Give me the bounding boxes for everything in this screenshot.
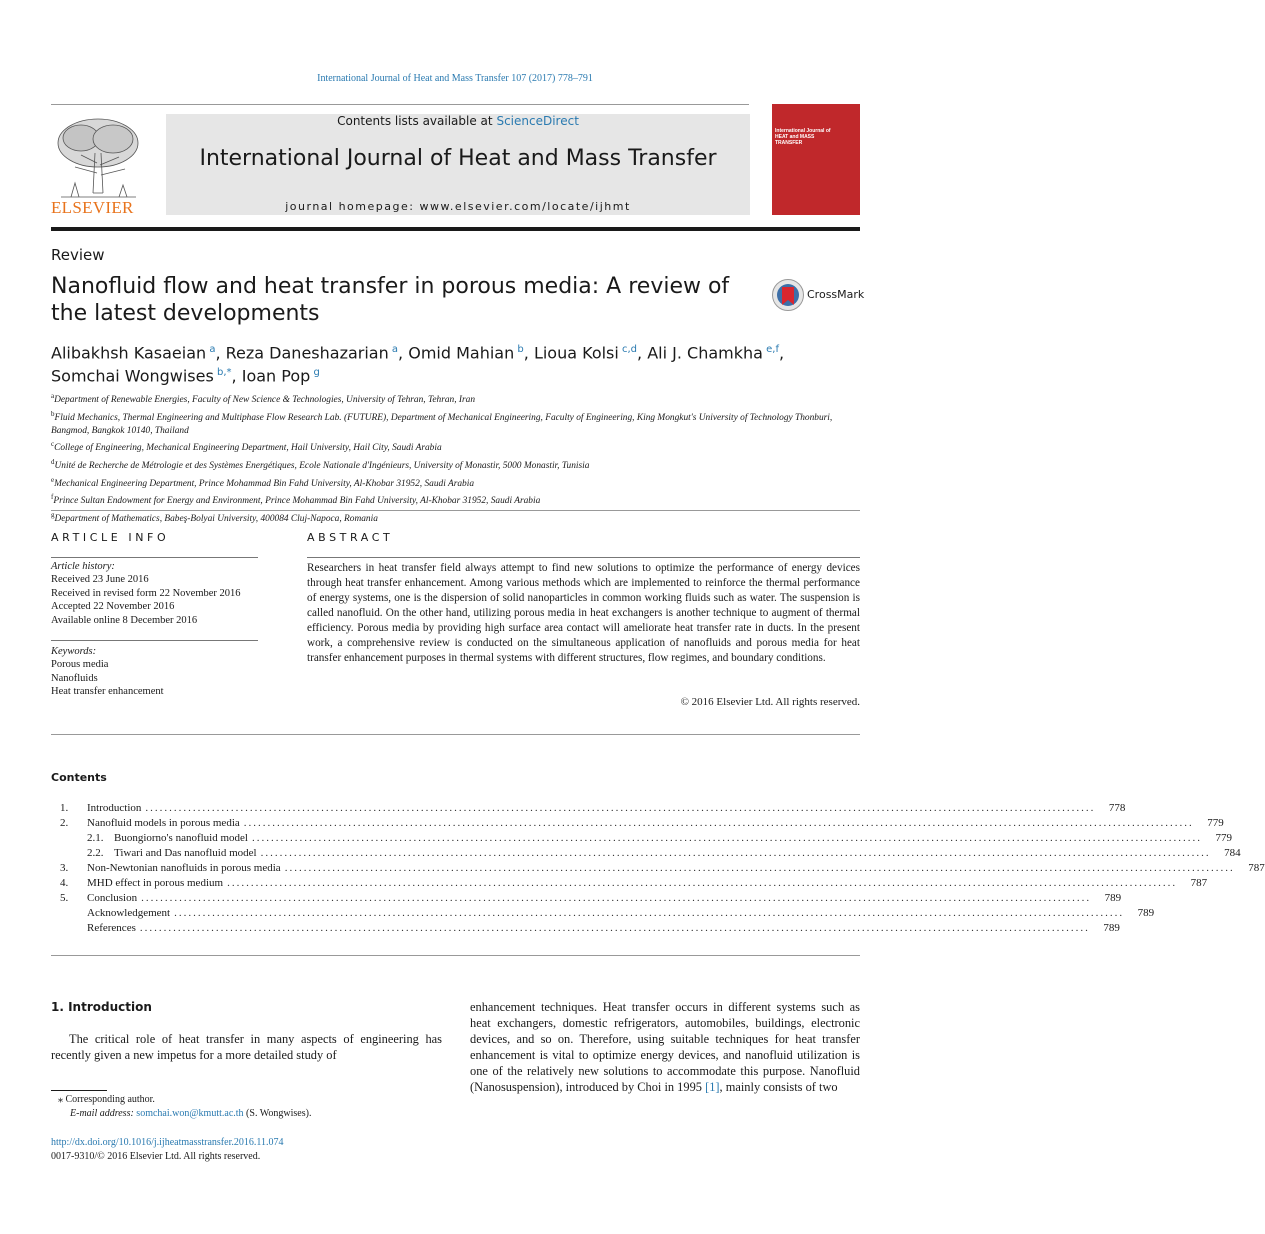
- toc-number: 1.: [60, 802, 69, 814]
- toc-label[interactable]: Non-Newtonian nanofluids in porous media: [87, 862, 281, 874]
- contents-heading: Contents: [51, 771, 107, 784]
- affiliation-key: c: [51, 440, 55, 449]
- article-title: Nanofluid flow and heat transfer in porous media: A review of the latest developments: [51, 274, 730, 326]
- toc-number: 5.: [60, 892, 69, 904]
- elsevier-wordmark: ELSEVIER: [51, 198, 134, 217]
- keyword: Heat transfer enhancement: [51, 686, 164, 697]
- author-affiliation-marker[interactable]: b: [514, 344, 524, 355]
- journal-cover-title: International Journal of HEAT and MASS TRANSFER: [775, 128, 831, 146]
- article-type: Review: [51, 246, 105, 264]
- toc-number: [60, 906, 87, 920]
- intro-paragraph-left: The critical role of heat transfer in many aspects of engineering has recently given a new impetus for a more detailed study of: [51, 1032, 442, 1062]
- divider: [307, 557, 860, 558]
- toc-entry[interactable]: [60, 816, 1224, 830]
- toc-entry[interactable]: [60, 906, 1155, 920]
- journal-citation[interactable]: International Journal of Heat and Mass Transfer 107 (2017) 778–791: [317, 73, 593, 84]
- divider: [51, 557, 258, 558]
- crossmark-label[interactable]: CrossMark: [807, 288, 865, 301]
- toc-number: 2.1.: [87, 832, 104, 844]
- contents-prefix: Contents lists available at: [337, 114, 493, 128]
- history-entry: Received in revised form 22 November 2016: [51, 587, 241, 599]
- divider: [51, 734, 860, 735]
- intro-paragraph-right: [470, 999, 860, 1095]
- toc-label[interactable]: Acknowledgement: [87, 907, 171, 919]
- affiliation-item: [51, 474, 861, 492]
- toc-page: 779: [1215, 832, 1232, 844]
- author-affiliation-marker[interactable]: c,d: [618, 344, 638, 355]
- sciencedirect-link[interactable]: ScienceDirect: [496, 114, 579, 128]
- email-owner: (S. Wongwises).: [246, 1108, 312, 1119]
- toc-leader: ........................................................................................................................................................................................................: [227, 877, 1178, 889]
- article-history-label: Article history:: [51, 561, 115, 572]
- author-affiliation-marker[interactable]: a: [206, 344, 216, 355]
- toc-leader: ........................................................................................................................................................................................................: [243, 817, 1194, 829]
- abstract-heading: ABSTRACT: [307, 531, 394, 544]
- toc-leader: ........................................................................................................................................................................................................: [260, 847, 1211, 859]
- keyword-list: [51, 658, 281, 699]
- header-thick-rule: [51, 227, 860, 231]
- affiliation-list: [51, 390, 861, 526]
- toc-page: 779: [1207, 817, 1224, 829]
- author-affiliation-marker[interactable]: g: [310, 367, 320, 379]
- keywords-label: Keywords:: [51, 646, 97, 657]
- abstract-text: Researchers in heat transfer field always attempt to find new solutions to optimize the performance of energy devices through heat transfer enhancement. Among various methods which are implemented to reinforce the thermal performance of energy systems, one is the dispersion of solid nanoparticles in common working fluids such as water. The suspension is called nanofluid. On the other hand, utilizing porous media in heat exchangers is another technique to augment of thermal efficiency. Porous media by providing high surface area contact will ameliorate heat transfer rate in ducts. In the present work, a comprehensive review is conducted on the simultaneous application of nanofluids and porous media for heat transfer enhancement purposes in thermal systems with different structures, flow regimes, and boundary conditions.: [307, 562, 860, 664]
- reference-link[interactable]: [1]: [705, 1080, 720, 1094]
- affiliation-key: a: [51, 392, 55, 400]
- affiliation-text: Department of Renewable Energies, Faculty of New Science & Technologies, University of Tehran, Tehran, Iran: [54, 395, 476, 406]
- author-list: Alibakhsh Kasaeian $^a$, Reza Daneshazarian $^a$, Omid Mahian $^b$, Lioua Kolsi $^{c,d}$, Ali J. Chamkha $^{e,f}$, Somchai Wongwises $^{b,*}$, Ioan Pop $^g$: [51, 343, 785, 386]
- affiliation-key: f: [51, 493, 54, 502]
- toc-entry[interactable]: [60, 876, 1208, 890]
- author-name: Reza Daneshazarian: [225, 343, 389, 363]
- toc-page: 784: [1224, 847, 1241, 859]
- toc-label[interactable]: Tiwari and Das nanofluid model: [114, 847, 257, 859]
- abstract-copyright: © 2016 Elsevier Ltd. All rights reserved.: [680, 696, 860, 708]
- toc-page: 789: [1104, 892, 1122, 904]
- toc-page: 789: [1137, 907, 1155, 919]
- toc-entry[interactable]: [60, 831, 1232, 845]
- section-heading-introduction: 1. Introduction: [51, 1000, 152, 1014]
- email-footnote: [70, 1108, 311, 1119]
- divider: [51, 510, 860, 511]
- toc-entry[interactable]: [60, 801, 1126, 815]
- intro-text-tail: , mainly consists of two: [719, 1080, 838, 1094]
- affiliation-key: b: [51, 409, 55, 418]
- divider: [51, 104, 749, 105]
- toc-number: [60, 921, 87, 935]
- affiliation-item: [51, 408, 861, 439]
- affiliation-key: e: [51, 475, 55, 484]
- toc-entry[interactable]: [60, 921, 1120, 935]
- toc-leader: ........................................................................................................................................................................................................: [284, 862, 1235, 874]
- footnote-rule: [51, 1090, 107, 1091]
- toc-leader: ........................................................................................................................................................................................................: [251, 832, 1202, 844]
- affiliation-text: College of Engineering, Mechanical Engineering Department, Hail University, Hail City, Saudi Arabia: [54, 443, 442, 454]
- toc-leader: ........................................................................................................................................................................................................: [139, 922, 1090, 934]
- author-affiliation-marker[interactable]: a: [388, 344, 399, 355]
- divider: [51, 640, 258, 641]
- author-name: Lioua Kolsi: [533, 343, 619, 363]
- toc-page: 789: [1103, 922, 1120, 934]
- toc-label[interactable]: References: [87, 922, 136, 934]
- affiliation-item: [51, 456, 861, 474]
- toc-leader: ........................................................................................................................................................................................................: [145, 802, 1096, 814]
- history-entry: Accepted 22 November 2016: [51, 601, 175, 612]
- toc-number: 2.2.: [87, 847, 104, 859]
- article-info-heading: ARTICLE INFO: [51, 531, 170, 544]
- history-entry: Available online 8 December 2016: [51, 614, 198, 626]
- affiliation-text: Unité de Recherche de Métrologie et des Systèmes Energétiques, Ecole Nationale d'Ingénieurs, University of Monastir, 5000 Monastir, Tunisia: [54, 461, 590, 472]
- affiliation-item: [51, 509, 861, 527]
- doi-link[interactable]: http://dx.doi.org/10.1016/j.ijheatmasstransfer.2016.11.074: [51, 1137, 284, 1148]
- toc-label[interactable]: Introduction: [87, 802, 142, 814]
- keyword: Porous media: [51, 659, 109, 670]
- author-name: Ali J. Chamkha: [647, 343, 763, 363]
- issn-line: 0017-9310/© 2016 Elsevier Ltd. All rights reserved.: [51, 1151, 261, 1162]
- journal-title: International Journal of Heat and Mass Transfer: [199, 146, 717, 171]
- journal-cover: [772, 104, 860, 215]
- toc-label[interactable]: MHD effect in porous medium: [87, 877, 224, 889]
- author-name: Somchai Wongwises: [51, 366, 214, 386]
- toc-entry[interactable]: [60, 861, 1265, 875]
- keyword: Nanofluids: [51, 672, 98, 684]
- toc-number: 4.: [60, 877, 69, 889]
- toc-entry[interactable]: [60, 891, 1122, 905]
- toc-label[interactable]: Nanofluid models in porous media: [87, 817, 240, 829]
- affiliation-item: [51, 438, 861, 456]
- journal-homepage[interactable]: journal homepage: www.elsevier.com/locate/ijhmt: [285, 200, 631, 213]
- toc-number: 2.: [60, 817, 69, 829]
- toc-label[interactable]: Buongiorno's nanofluid model: [114, 832, 248, 844]
- article-history: [51, 573, 281, 627]
- affiliation-text: Department of Mathematics, Babeş-Bolyai University, 400084 Cluj-Napoca, Romania: [54, 513, 378, 524]
- affiliation-text: Mechanical Engineering Department, Prince Mohammad Bin Fahd University, Al-Khobar 31952, Saudi Arabia: [54, 478, 475, 489]
- email-link[interactable]: somchai.won@kmutt.ac.th: [136, 1108, 244, 1119]
- toc-leader: ........................................................................................................................................................................................................: [174, 907, 1125, 919]
- author-name: Alibakhsh Kasaeian: [51, 343, 207, 363]
- toc-page: 778: [1108, 802, 1126, 814]
- divider: [51, 955, 860, 956]
- affiliation-key: g: [51, 510, 55, 519]
- affiliation-item: [51, 390, 861, 408]
- affiliation-key: d: [51, 458, 55, 466]
- contents-available: [166, 114, 750, 128]
- corresponding-author-note: ⁎ Corresponding author.: [58, 1094, 155, 1105]
- affiliation-text: Prince Sultan Endowment for Energy and Environment, Prince Mohammad Bin Fahd University, Al-Khobar 31952, Saudi Arabia: [53, 496, 541, 507]
- author-affiliation-marker[interactable]: b,*: [213, 367, 232, 379]
- author-affiliation-marker[interactable]: e,f: [762, 344, 779, 355]
- affiliation-item: [51, 491, 861, 509]
- author-name: Ioan Pop: [241, 366, 311, 386]
- toc-leader: ........................................................................................................................................................................................................: [141, 892, 1092, 904]
- toc-page: 787: [1190, 877, 1208, 889]
- toc-entry[interactable]: [60, 846, 1241, 860]
- toc-page: 787: [1248, 862, 1265, 874]
- toc-label[interactable]: Conclusion: [87, 892, 138, 904]
- history-entry: Received 23 June 2016: [51, 574, 149, 585]
- intro-text: enhancement techniques. Heat transfer occurs in different systems such as heat exchangers, domestic refrigerators, automobiles, buildings, electronic devices, and so on. Therefore, using suitable techniques for heat transfer enhancement is vital to optimize energy devices, and nanofluid utilization is one of the relatively new solutions to accommodate this purpose. Nanofluid (Nanosuspension), introduced by Choi in 1995: [470, 1000, 860, 1094]
- author-name: Omid Mahian: [408, 343, 515, 363]
- email-label: E-mail address:: [70, 1108, 134, 1119]
- affiliation-text: Fluid Mechanics, Thermal Engineering and Multiphase Flow Research Lab. (FUTURE), Department of Mechanical Engineering, Faculty of Engineering, King Mongkut's University of Technology Thonburi, Bangmod, Bangkok 10140, Thailand: [51, 412, 833, 437]
- crossmark-icon[interactable]: [771, 278, 805, 312]
- toc-number: 3.: [60, 862, 69, 874]
